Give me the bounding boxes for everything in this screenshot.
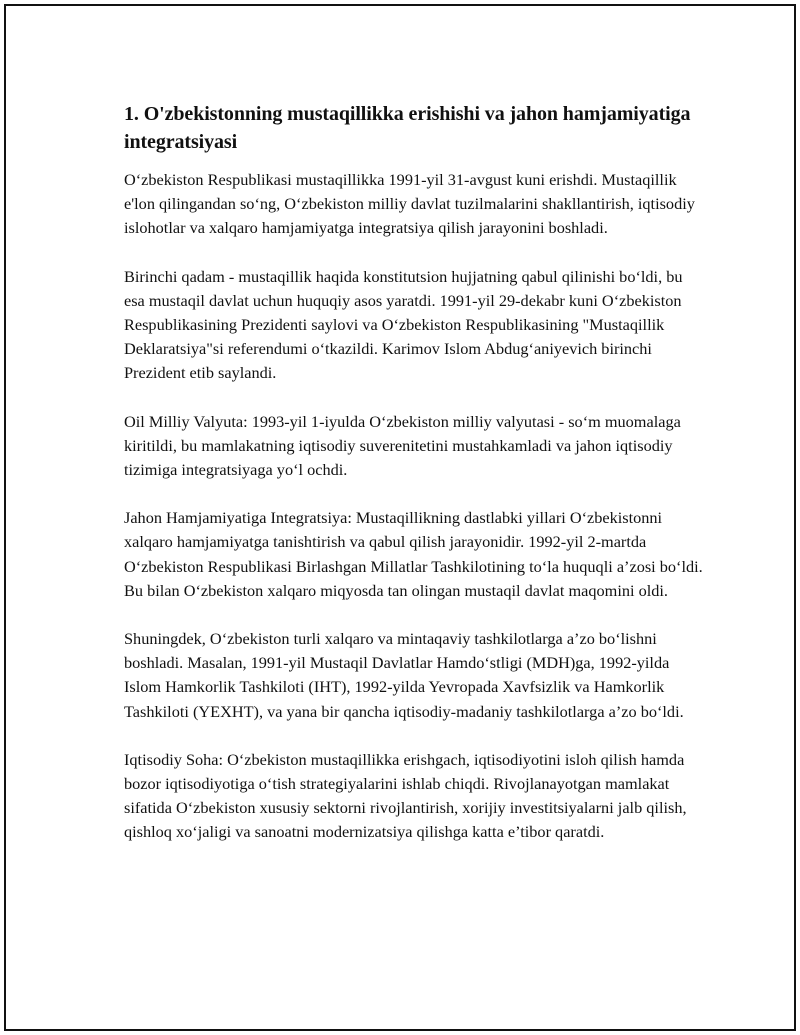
paragraph-world-integration: Jahon Hamjamiyatiga Integratsiya: Mustaqillikning dastlabki yillari O‘zbekistonni xalqaro hamjamiyatga tanishtirish va qabul qilish jarayonidir. 1992-yil 2-martda O‘zbekiston Respublikasi Birlashgan Millatlar Tashkilotining to‘la huquqli a’zosi bo‘ldi. Bu bilan O‘zbekiston xalqaro miqyosda tan olingan mustaqil davlat maqomini oldi.	[124, 508, 703, 600]
page-frame	[4, 4, 796, 1031]
paragraph-first-steps: Birinchi qadam - mustaqillik haqida konstitutsion hujjatning qabul qilinishi bo‘ldi, bu esa mustaqil davlat uchun huquqiy asos yaratdi. 1991-yil 29-dekabr kuni O‘zbekiston Respublikasining Prezidenti saylovi va O‘zbekiston Respublikasining "Mustaqillik Deklaratsiya"si referendumi o‘tkazildi. Karimov Islom Abdug‘aniyevich birinchi Prezident etib saylandi.	[124, 266, 683, 383]
document-body	[124, 100, 704, 869]
paragraph-economy: Iqtisodiy Soha: O‘zbekiston mustaqillikka erishgach, iqtisodiyotini isloh qilish hamda bozor iqtisodiyotiga o‘tish strategiyalarini ishlab chiqdi. Rivojlanayotgan mamlakat sifatida O‘zbekiston xususiy sektorni rivojlantirish, xorijiy investitsiyalarni jalb qilish, qishloq xo‘jaligi va sanoatni modernizatsiya qilishga katta e’tibor qaratdi.	[124, 749, 687, 842]
paragraph-independence: O‘zbekiston Respublikasi mustaqillikka 1991-yil 31-avgust kuni erishdi. Mustaqillik e'lon qilingandan so‘ng, O‘zbekiston milliy davlat tuzilmalarini shakllantirish, iqtisodiy islohotlar va xalqaro hamjamiyatga integratsiya qilish jarayonini boshladi.	[124, 170, 695, 238]
document-title: 1. O'zbekistonning mustaqillikka erishishi va jahon hamjamiyatiga integratsiyasi	[124, 103, 691, 153]
paragraph-organizations: Shuningdek, O‘zbekiston turli xalqaro va mintaqaviy tashkilotlarga a’zo bo‘lishni boshladi. Masalan, 1991-yil Mustaqil Davlatlar Hamdo‘stligi (MDH)ga, 1992-yilda Islom Hamkorlik Tashkiloti (IHT), 1992-yilda Yevropada Xavfsizlik va Hamkorlik Tashkiloti (YEXHT), va yana bir qancha iqtisodiy-madaniy tashkilotlarga a’zo bo‘ldi.	[124, 629, 684, 721]
paragraph-national-currency: Oil Milliy Valyuta: 1993-yil 1-iyulda O‘zbekiston milliy valyutasi - so‘m muomalaga kiritildi, bu mamlakatning iqtisodiy suverenitetini mustahkamladi va jahon iqtisodiy tizimiga integratsiyaga yo‘l ochdi.	[124, 411, 681, 480]
